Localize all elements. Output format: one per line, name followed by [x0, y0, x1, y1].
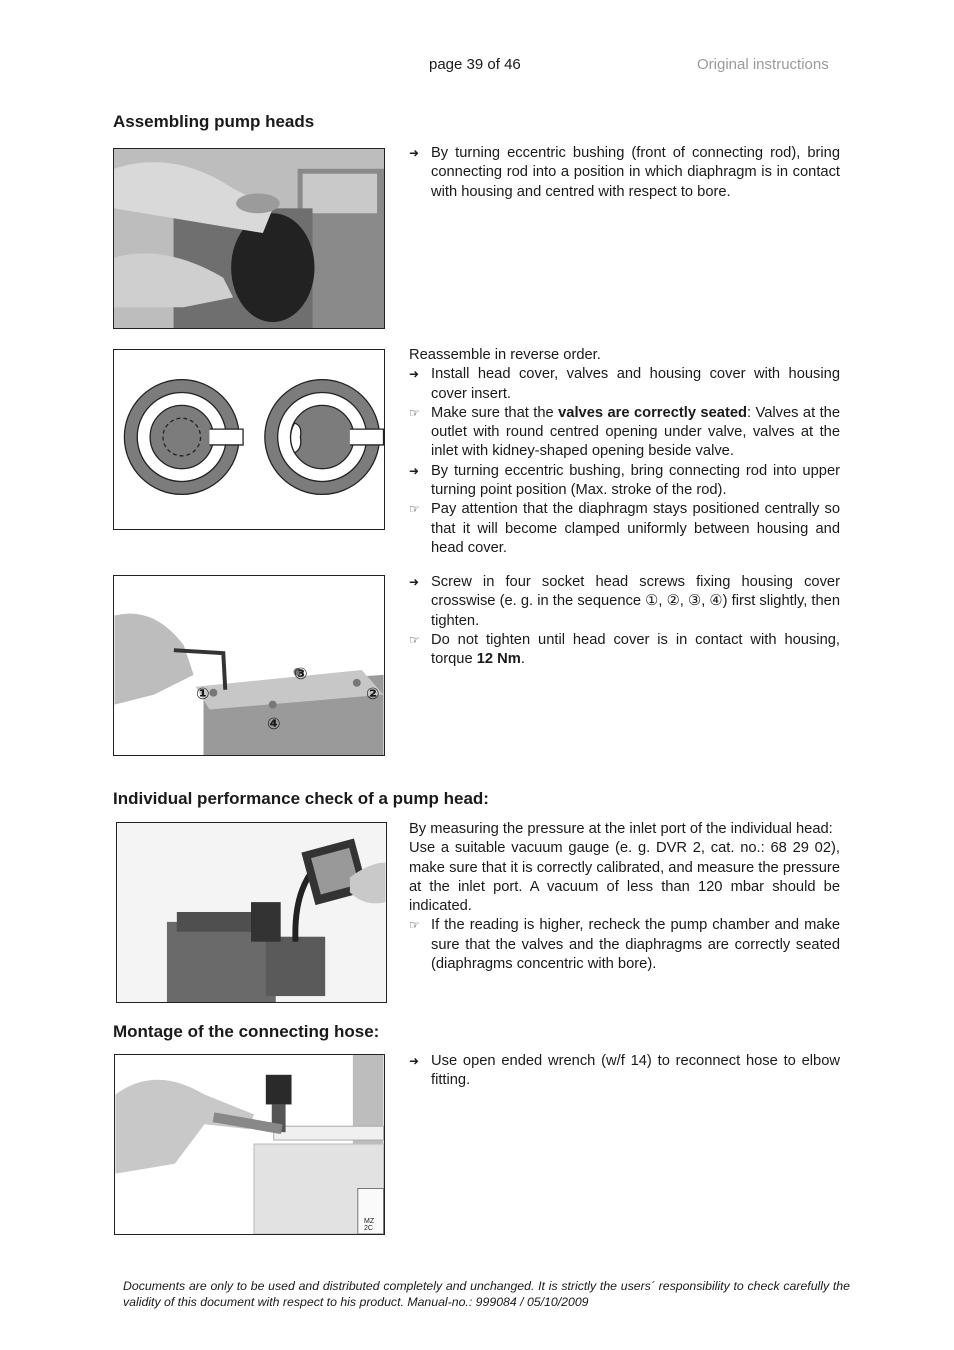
screw-label-4: ④: [267, 716, 281, 733]
text-block-assembling-2: [409, 346, 840, 558]
step-text: Use open ended wrench (w/f 14) to reconnect hose to elbow fitting.: [431, 1053, 840, 1089]
arrow-icon: ➜: [409, 146, 420, 160]
device-label: MZ 2C: [364, 1218, 375, 1232]
screw-label-3: ③: [294, 666, 308, 683]
arrow-icon: ➜: [409, 1054, 420, 1068]
paragraph-text: Use a suitable vacuum gauge (e. g. DVR 2, cat. no.: 68 29 02), make sure that it is correctly calibrated, and measure the pressure at the inlet port. A vacuum of less than 120 mbar should be indicated.: [409, 840, 840, 915]
section-title-assembling: Assembling pump heads: [113, 112, 315, 131]
section-title-performance: Individual performance check of a pump head:: [113, 789, 489, 808]
note-text: If the reading is higher, recheck the pump chamber and make sure that the valves and the diaphragms are correctly seated (diaphragms concentric with bore).: [431, 917, 840, 973]
photo-screw-sequence: [113, 575, 385, 756]
footer-disclaimer: Documents are only to be used and distributed completely and unchanged. It is strictly the users´ responsibility to check carefully the validity of this document with respect to his product. Manual-no.: 999084 / 05/10/2009: [123, 1279, 850, 1309]
step-text: By turning eccentric bushing, bring connecting rod into upper turning point position (Max. stroke of the rod).: [431, 462, 840, 499]
hand-pointer-icon: ☞: [409, 502, 420, 517]
paragraph-text: By measuring the pressure at the inlet port of the individual head:: [409, 821, 833, 837]
note-text: Do not tighten until head cover is in contact with housing, torque 12 Nm.: [431, 631, 840, 668]
arrow-icon: ➜: [409, 463, 420, 478]
intro-text: Reassemble in reverse order.: [409, 347, 601, 363]
photo-eccentric-bushing: [113, 148, 385, 329]
screw-label-2: ②: [366, 686, 380, 703]
text-block-assembling-3: [409, 573, 840, 669]
arrow-icon: ➜: [409, 575, 420, 589]
hand-pointer-icon: ☞: [409, 405, 420, 420]
note-text: Pay attention that the diaphragm stays positioned centrally so that it will become clamped uniformly between housing and head cover.: [431, 501, 840, 556]
text-block-performance: [409, 820, 840, 974]
photo-connecting-hose: [114, 1054, 385, 1235]
screw-label-1: ①: [196, 686, 210, 703]
note-text: Make sure that the valves are correctly seated: Valves at the outlet with round centred opening under valve, valves at the inlet with kidney-shaped opening beside valve.: [431, 404, 841, 460]
step-text: Install head cover, valves and housing cover with housing cover insert.: [431, 366, 840, 402]
valve-diagram: [113, 349, 385, 530]
hand-pointer-icon: ☞: [409, 918, 420, 933]
hand-pointer-icon: ☞: [409, 632, 420, 647]
photo-vacuum-gauge: [116, 822, 387, 1003]
text-block-assembling-1: [409, 144, 840, 202]
arrow-icon: ➜: [409, 367, 420, 382]
step-text: Screw in four socket head screws fixing housing cover crosswise (e. g. in the sequence ①, ②, ③, ④) first slightly, then tighten.: [431, 574, 840, 629]
section-title-hose: Montage of the connecting hose:: [113, 1022, 380, 1041]
text-block-hose: [409, 1052, 840, 1091]
document-type-label: Original instructions: [697, 56, 829, 73]
step-text: By turning eccentric bushing (front of connecting rod), bring connecting rod into a position in which diaphragm is in contact with housing and centred with respect to bore.: [431, 145, 840, 200]
page-number: page 39 of 46: [429, 56, 521, 73]
